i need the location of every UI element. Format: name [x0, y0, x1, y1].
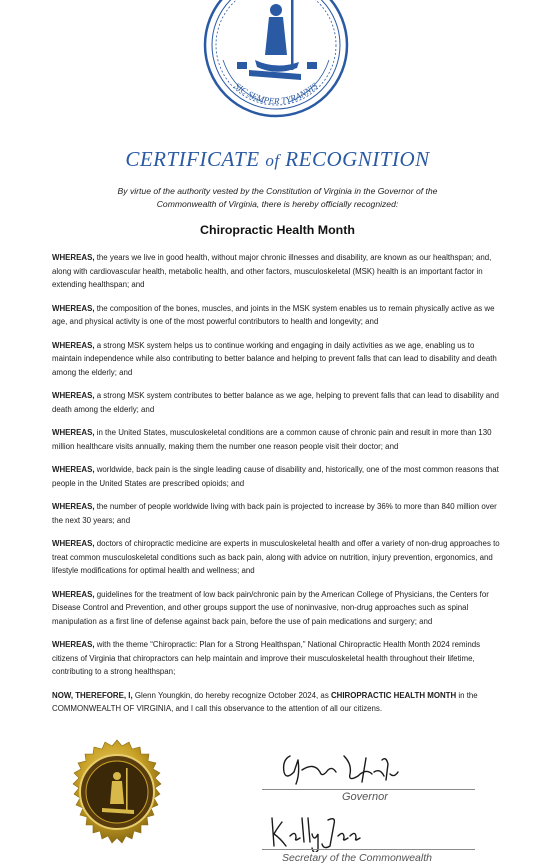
authority-line-2: Commonwealth of Virginia, there is hereby officially recognized: — [156, 199, 399, 209]
whereas-text: the years we live in good health, without major chronic illnesses and disability, are known as our healthspan; and, along with cardiovascular health, metabolic health, and other factors, musculoskeletal (MSK) health is an important factor in extending healthspan; and — [52, 253, 492, 289]
title-word-recognition: RECOGNITION — [285, 147, 430, 171]
closing-keyword: NOW, THEREFORE, I, — [52, 690, 133, 700]
whereas-paragraph — [52, 537, 504, 578]
whereas-text: with the theme “Chiropractic: Plan for a Strong Healthspan,” National Chiropractic Health Month 2024 reminds citizens of Virginia that chiropractors can help maintain and improve their musculoskeletal health throughout their lifetime, contributing to a strong healthspan; — [52, 640, 481, 676]
whereas-text: in the United States, musculoskeletal conditions are a common cause of chronic pain and result in more than 130 million healthcare visits annually, making them the number one reason people visit their doctor; and — [52, 428, 492, 451]
whereas-keyword: WHEREAS, — [52, 539, 95, 548]
whereas-text: a strong MSK system helps us to continue working and engaging in daily activities as we age, enabling us to maintain independence while also contributing to better balance and helping to prevent falls that can lead to disability and death among the elderly; and — [52, 340, 497, 377]
whereas-text: a strong MSK system contributes to better balance as we age, helping to prevent falls that can lead to disability and death among the elderly; and — [52, 391, 499, 414]
authority-statement — [100, 185, 455, 211]
whereas-paragraph — [52, 463, 504, 490]
whereas-paragraph — [52, 588, 504, 629]
whereas-keyword: WHEREAS, — [52, 465, 95, 474]
proclamation-body — [52, 251, 504, 716]
title-word-certificate: CERTIFICATE — [125, 147, 260, 171]
whereas-paragraph — [52, 500, 504, 527]
authority-line-1: By virtue of the authority vested by the Constitution of Virginia in the Governor of the — [117, 186, 438, 196]
secretary-signature-block — [262, 812, 477, 865]
whereas-keyword: WHEREAS, — [52, 428, 95, 437]
governor-signature-block — [262, 750, 477, 806]
whereas-paragraph — [52, 638, 504, 679]
whereas-text: doctors of chiropractic medicine are experts in musculoskeletal health and offer a variety of non-drug approaches to treat common musculoskeletal conditions such as back pain, along with advice on nutrition, injury prevention, ergonomics, and lifestyle modifications for optimal health and wellness; and — [52, 539, 500, 575]
whereas-paragraph — [52, 426, 504, 453]
certificate-title — [0, 147, 555, 172]
whereas-keyword: WHEREAS, — [52, 253, 95, 262]
whereas-paragraph — [52, 251, 504, 292]
whereas-keyword: WHEREAS, — [52, 502, 95, 511]
whereas-keyword: WHEREAS, — [52, 303, 95, 313]
whereas-keyword: WHEREAS, — [52, 640, 95, 649]
whereas-keyword: WHEREAS, — [52, 340, 95, 350]
whereas-paragraph — [52, 339, 504, 380]
whereas-text: guidelines for the treatment of low back pain/chronic pain by the American College of Physicians, the Centers for Disease Control and Prevention, and other groups support the use of noninvasive, non-drug approaches such as spinal manipulation as a first line of defense against back pain, before the use of pain medications and surgery; and — [52, 589, 489, 626]
title-word-of: of — [265, 151, 280, 170]
closing-observance: CHIROPRACTIC HEALTH MONTH — [330, 690, 457, 700]
virginia-state-seal — [203, 0, 349, 120]
proclamation-subject: Chiropractic Health Month — [200, 223, 355, 237]
governor-signature — [262, 750, 477, 790]
secretary-title: Secretary of the Commonwealth — [282, 852, 432, 864]
closing-paragraph — [52, 689, 504, 716]
whereas-paragraph — [52, 389, 504, 416]
whereas-keyword: WHEREAS, — [52, 589, 95, 599]
governor-title: Governor — [342, 791, 388, 803]
secretary-signature — [262, 812, 477, 852]
whereas-text: worldwide, back pain is the single leading cause of disability and, historically, one of the most common reasons that people in the United States are prescribed opioids; and — [52, 465, 499, 488]
seal-motto: SIC SEMPER TYRANNIS — [232, 80, 320, 107]
closing-text-1: Glenn Youngkin, do hereby recognize October 2024, as — [132, 690, 331, 700]
whereas-paragraph — [52, 302, 504, 329]
gold-seal — [62, 738, 172, 848]
closing-text-2: in the COMMONWEALTH OF VIRGINIA, and I call this observance to the attention of all our citizens. — [52, 690, 478, 713]
whereas-keyword: WHEREAS, — [52, 391, 95, 400]
whereas-text: the composition of the bones, muscles, and joints in the MSK system enables us to remain physically active as we age, and physical activity is one of the most powerful contributors to health and longevity; and — [52, 303, 495, 326]
whereas-text: the number of people worldwide living with back pain is projected to increase by 36% to more than 840 million over the next 30 years; and — [52, 502, 497, 525]
